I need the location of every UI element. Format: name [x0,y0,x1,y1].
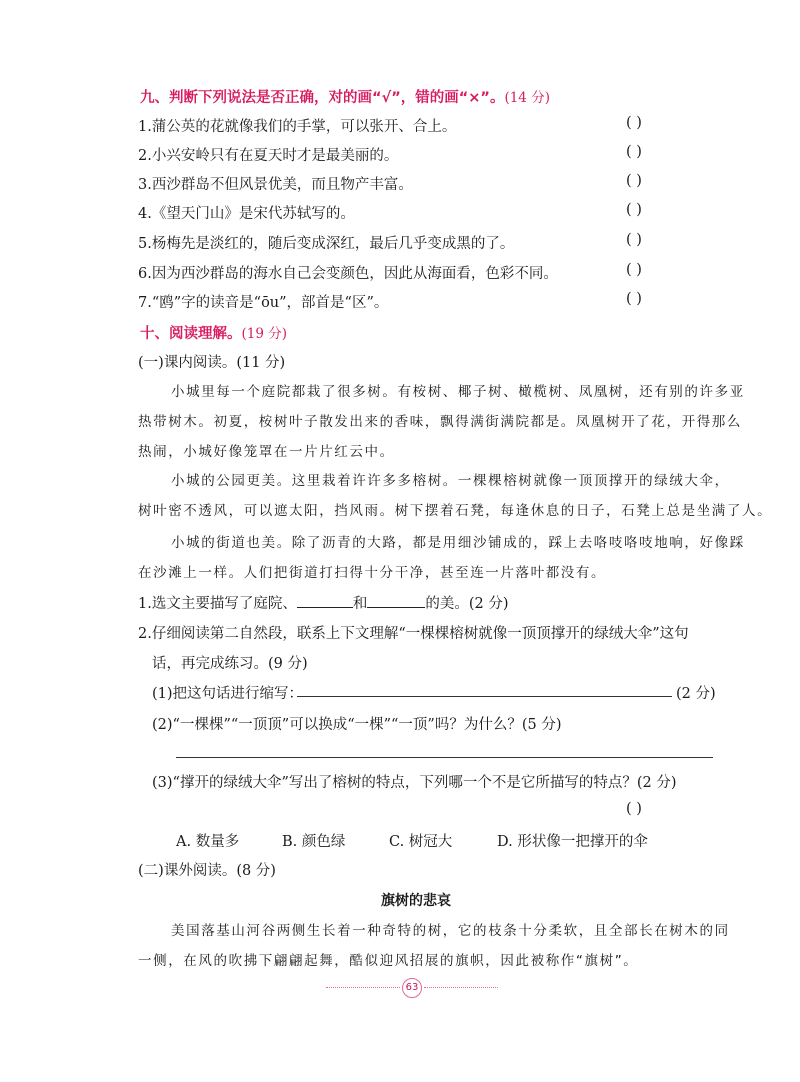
answer-line-sub1[interactable] [297,696,672,697]
question-2-sub2: (2)“一棵棵”“一顶顶”可以换成“一棵”“一顶”吗？为什么？(5 分) [152,717,562,733]
option-a[interactable]: A. 数量多 [176,834,240,850]
judge-item-6: 6.因为西沙群岛的海水自己会变颜色，因此从海面看，色彩不同。 [138,266,558,282]
judge-item-2: 2.小兴安岭只有在夏天时才是最美丽的。 [138,148,399,164]
question-2-sub1-score: (2 分) [676,686,716,702]
answer-paren-6[interactable]: ( ) [626,262,642,278]
passage-p1-line3: 热闹，小城好像笼罩在一片片红云中。 [138,444,395,460]
option-d[interactable]: D. 形状像一把撑开的伞 [497,834,648,850]
answer-line-sub2[interactable] [176,757,713,758]
answer-blank-1[interactable] [297,593,353,608]
question-1-suffix: 的美。(2 分) [425,596,509,612]
question-2-sub1: (1)把这句话进行缩写： [152,686,304,702]
passage-p3-line1: 小城的街道也美。除了沥青的大路，都是用细沙铺成的，踩上去咯吱咯吱地响，好像踩 [171,535,745,551]
passage-2-line2: 一侧，在风的吹拂下翩翩起舞，酷似迎风招展的旗帜，因此被称作“旗树”。 [138,953,639,969]
question-1-middle: 和 [352,596,368,612]
section-9-score: (14 分) [504,90,550,106]
section-10-heading [140,322,287,343]
question-2-line1: 2.仔细阅读第二自然段，联系上下文理解“一棵棵榕树就像一顶顶撑开的绿绒大伞”这句 [138,626,689,642]
footer-rule-right [424,987,498,988]
judge-item-4: 4.《望天门山》是宋代苏轼写的。 [138,206,355,222]
passage-p2-line2: 树叶密不透风，可以遮太阳，挡风雨。树下摆着石凳，每逢休息的日子，石凳上总是坐满了人。 [138,503,773,519]
question-1 [138,592,509,613]
answer-paren-1[interactable]: ( ) [626,115,642,131]
answer-paren-3[interactable]: ( ) [626,173,642,189]
option-b[interactable]: B. 颜色绿 [282,834,346,850]
answer-paren-2[interactable]: ( ) [626,144,642,160]
answer-paren-4[interactable]: ( ) [626,202,642,218]
judge-item-1: 1.蒲公英的花就像我们的手掌，可以张开、合上。 [138,119,457,135]
section-10-score: (19 分) [241,326,288,342]
question-2-line2: 话，再完成练习。(9 分) [152,656,308,672]
answer-paren-sub3[interactable]: ( ) [626,801,642,817]
option-c[interactable]: C. 树冠大 [389,834,453,850]
passage-2-line1: 美国落基山河谷两侧生长着一种奇特的树，它的枝条十分柔软，且全部长在树木的同 [171,923,730,939]
question-1-prefix: 1.选文主要描写了庭院、 [138,596,297,612]
footer-rule-left [326,987,400,988]
part-1-label: (一)课内阅读。(11 分) [138,355,286,371]
judge-item-5: 5.杨梅先是淡红的，随后变成深红，最后几乎变成黑的了。 [138,236,515,252]
passage-p1-line1: 小城里每一个庭院都栽了很多树。有桉树、椰子树、橄榄树、凤凰树，还有别的许多亚 [171,384,745,400]
passage-p3-line2: 在沙滩上一样。人们把街道打扫得十分干净，甚至连一片落叶都没有。 [138,565,607,581]
answer-paren-5[interactable]: ( ) [626,232,642,248]
section-9-heading-text: 九、判断下列说法是否正确，对的画“√”，错的画“×”。 [140,90,505,106]
passage-p2-line1: 小城的公园更美。这里栽着许许多多榕树。一棵棵榕树就像一顶顶撑开的绿绒大伞， [171,473,730,489]
judge-item-3: 3.西沙群岛不但风景优美，而且物产丰富。 [138,177,413,193]
section-10-heading-text: 十、阅读理解。 [140,326,242,342]
answer-paren-7[interactable]: ( ) [626,291,642,307]
judge-item-7: 7.“鸥”字的读音是“ōu”，部首是“区”。 [138,295,389,311]
question-2-sub3: (3)“撑开的绿绒大伞”写出了榕树的特点，下列哪一个不是它所描写的特点？(2 分) [152,775,677,791]
answer-blank-2[interactable] [367,593,425,608]
part-2-label: (二)课外阅读。(8 分) [138,863,276,879]
passage-2-title: 旗树的悲哀 [381,893,451,909]
page-number: 63 [402,978,422,998]
passage-p1-line2: 热带树木。初夏，桉树叶子散发出来的香味，飘得满街满院都是。凤凰树开了花，开得那么 [138,414,742,430]
section-9-heading [140,86,550,107]
